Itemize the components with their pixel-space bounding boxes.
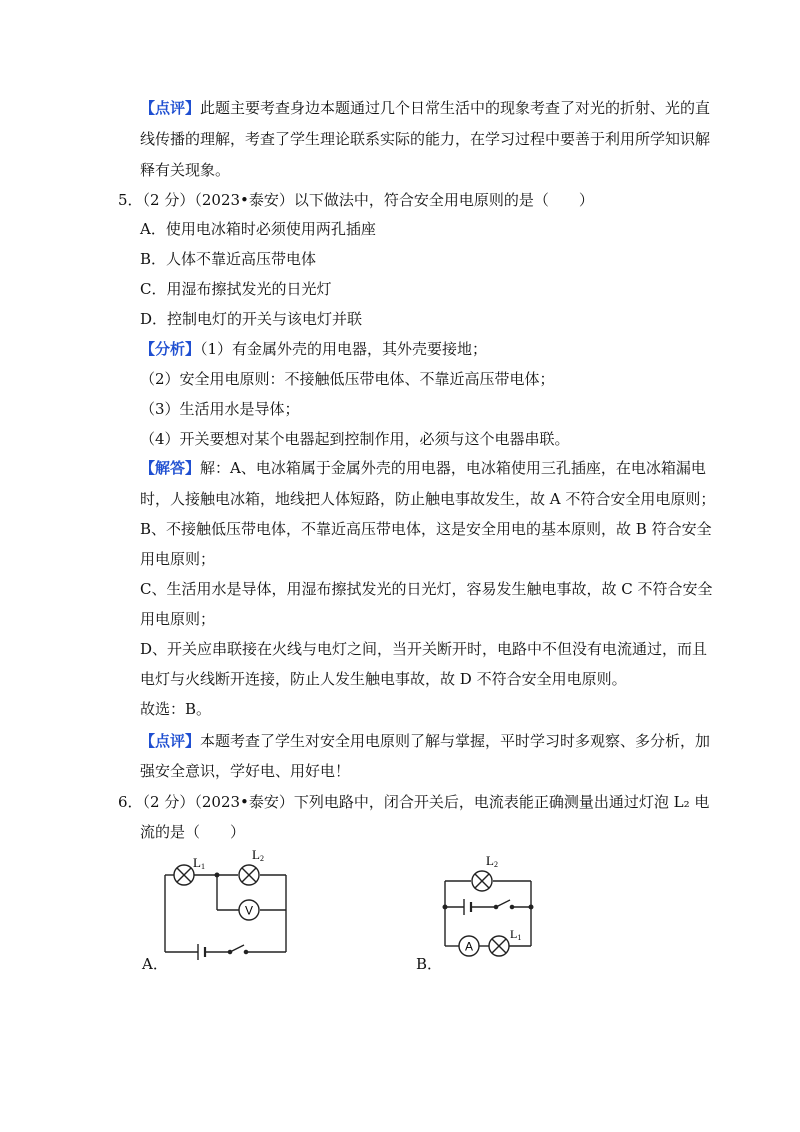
line-text: D、开关应串联接在火线与电灯之间，当开关断开时，电路中不但没有电流通过，而且 <box>140 640 708 658</box>
line-text: 此题主要考查身边本题通过几个日常生活中的现象考查了对光的折射、光的直 <box>200 99 711 117</box>
text-line-answer-a-2 <box>140 489 715 509</box>
line-text: 5．（2 分）（2023•泰安）以下做法中，符合安全用电原则的是（ ） <box>118 191 594 209</box>
line-text: 强安全意识，学好电、用好电！ <box>140 762 351 780</box>
text-line-answer-d-2 <box>140 669 627 689</box>
text-line-answer-a-1 <box>140 458 706 478</box>
junction-dot-right <box>529 905 533 909</box>
text-line-comment-2 <box>140 731 710 751</box>
text-line-analysis-1 <box>140 339 487 359</box>
text-line-answer-c-1 <box>140 579 713 599</box>
lamp-l2-label: L2 <box>486 853 498 869</box>
line-text: A．使用电冰箱时必须使用两孔插座 <box>140 220 376 238</box>
line-text: 用电原则； <box>140 610 216 628</box>
switch-pivot <box>494 905 497 908</box>
text-line-comment-2-end <box>140 761 350 781</box>
line-text: 用电原则； <box>140 550 216 568</box>
line-text: 电灯与火线断开连接，防止人发生触电事故，故 D 不符合安全用电原则。 <box>140 670 627 688</box>
text-line-question-6 <box>118 792 709 812</box>
line-text: 流的是（ ） <box>140 823 246 841</box>
line-text: 时，人接触电冰箱，地线把人体短路，防止触电事故发生，故 A 不符合安全用电原则； <box>140 490 716 508</box>
text-line-option-5b <box>140 249 316 269</box>
junction-dot-left <box>443 905 447 909</box>
text-line-question-5 <box>118 190 594 210</box>
text-line-answer-d-1 <box>140 639 707 659</box>
text-line-answer-b-1 <box>140 519 712 539</box>
line-text: （1）有金属外壳的用电器，其外壳要接地； <box>200 340 488 358</box>
text-line-answer-choice <box>140 699 211 719</box>
option-a-label: A． <box>142 955 168 973</box>
section-tag: 【点评】 <box>140 99 201 117</box>
text-line-analysis-4 <box>140 429 570 449</box>
circuit-diagram-b <box>430 852 550 967</box>
text-line-comment-1 <box>140 98 710 118</box>
line-text: （4）开关要想对某个电器起到控制作用，必须与这个电器串联。 <box>140 430 570 448</box>
line-text: 故选：B。 <box>140 700 212 718</box>
lamp-l1-label: L1 <box>193 855 205 871</box>
switch-lever <box>496 900 510 907</box>
line-text: C．用湿布擦拭发光的日光灯 <box>140 280 332 298</box>
text-line-analysis-3 <box>140 399 300 419</box>
switch-pivot <box>228 950 231 953</box>
line-text: B、不接触低压带电体，不靠近高压带电体，这是安全用电的基本原则，故 B 符合安全 <box>140 520 712 538</box>
junction-dot <box>215 873 219 877</box>
circuit-diagram-a <box>150 845 300 965</box>
option-b-label: B． <box>416 955 443 973</box>
section-tag: 【点评】 <box>140 732 201 750</box>
text-line-option-5d <box>140 309 362 329</box>
lamp-l1-label: L1 <box>510 927 522 942</box>
text-line-answer-b-2 <box>140 549 215 569</box>
line-text: （2）安全用电原则：不接触低压带电体、不靠近高压带电体； <box>140 370 555 388</box>
line-text: 解：A、电冰箱属于金属外壳的用电器，电冰箱使用三孔插座，在电冰箱漏电 <box>200 459 706 477</box>
text-line-analysis-2 <box>140 369 555 389</box>
line-text: 本题考查了学生对安全用电原则了解与掌握，平时学习时多观察、多分析，加 <box>200 732 711 750</box>
circuit-b-svg <box>430 852 550 967</box>
ammeter-label: A <box>464 939 474 954</box>
text-line-option-5c <box>140 279 331 299</box>
line-text: D．控制电灯的开关与该电灯并联 <box>140 310 363 328</box>
voltmeter-label: V <box>244 903 254 918</box>
switch-contact <box>244 950 247 953</box>
line-text: B．人体不靠近高压带电体 <box>140 250 317 268</box>
section-tag: 【分析】 <box>140 340 201 358</box>
circuit-a-svg <box>150 845 300 965</box>
text-line-question-6-cont <box>140 822 245 842</box>
line-text: 释有关现象。 <box>140 161 231 179</box>
text-line-answer-c-2 <box>140 609 215 629</box>
switch-contact <box>510 905 513 908</box>
line-text: 线传播的理解，考查了学生理论联系实际的能力，在学习过程中要善于利用所学知识解 <box>140 130 711 148</box>
section-tag: 【解答】 <box>140 459 201 477</box>
line-text: （3）生活用水是导体； <box>140 400 300 418</box>
text-line-option-5a <box>140 219 376 239</box>
lamp-l2-label: L2 <box>252 847 264 863</box>
text-line-comment-1-end <box>140 160 230 180</box>
line-text: 6．（2 分）（2023•泰安）下列电路中，闭合开关后，电流表能正确测量出通过灯泡 L₂ 电 <box>118 793 710 811</box>
text-line-comment-1-cont <box>140 129 710 149</box>
line-text: C、生活用水是导体，用湿布擦拭发光的日光灯，容易发生触电事故，故 C 不符合安全 <box>140 580 713 598</box>
switch-lever <box>230 945 244 952</box>
